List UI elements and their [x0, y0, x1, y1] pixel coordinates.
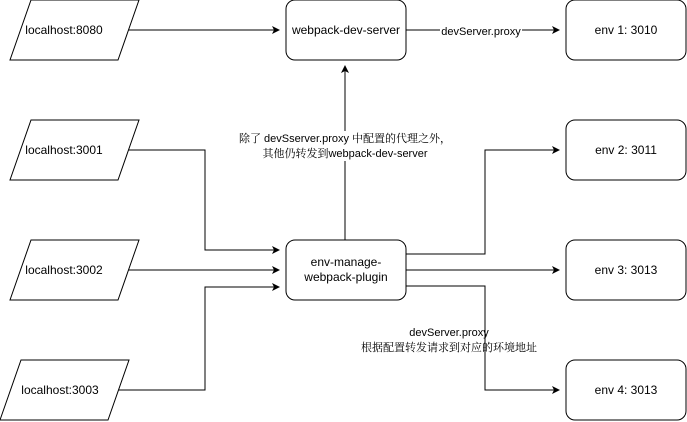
- edge-3003-to-plugin: [118, 287, 279, 390]
- node-env-1[interactable]: [566, 0, 686, 60]
- node-localhost-3001-label: localhost:3001: [25, 143, 103, 157]
- node-env-1-label: env 1: 3010: [594, 23, 658, 37]
- edge-label-bottom: [361, 327, 537, 354]
- label-top-proxy: devServer.proxy: [441, 26, 521, 38]
- node-localhost-3001[interactable]: [10, 120, 139, 180]
- node-localhost-8080[interactable]: [10, 0, 139, 60]
- edge-3001-to-plugin: [118, 150, 279, 250]
- node-localhost-3003-label: localhost:3003: [21, 383, 99, 397]
- edges: [118, 30, 559, 390]
- node-localhost-8080-label: localhost:8080: [25, 23, 103, 37]
- node-env-4[interactable]: [566, 360, 686, 420]
- node-env-manage-label-line2: webpack-plugin: [304, 270, 388, 284]
- node-localhost-3002[interactable]: [10, 240, 139, 300]
- node-webpack-dev-server-label: webpack-dev-server: [291, 23, 401, 37]
- edge-plugin-to-env2: [405, 150, 559, 254]
- node-env-2-label: env 2: 3011: [595, 143, 657, 157]
- label-middle-line1: 除了 devSserver.proxy 中配置的代理之外，: [238, 133, 452, 145]
- node-env-manage-webpack-plugin[interactable]: [286, 240, 406, 300]
- node-localhost-3003[interactable]: [0, 360, 129, 420]
- node-env-2[interactable]: [566, 120, 686, 180]
- node-localhost-3002-label: localhost:3002: [25, 263, 103, 277]
- node-env-3-label: env 3: 3013: [594, 263, 658, 277]
- edge-label-middle: [228, 131, 464, 161]
- node-env-manage-label-line1: env-manage-: [310, 255, 382, 269]
- label-bottom-line1: devServer.proxy: [409, 327, 489, 339]
- node-env-3[interactable]: [566, 240, 686, 300]
- node-webpack-dev-server[interactable]: [286, 0, 406, 60]
- label-bottom-line2: 根据配置转发请求到对应的环境地址: [361, 342, 537, 354]
- label-middle-line2: 其他仍转发到webpack-dev-server: [262, 148, 428, 160]
- edge-label-top-proxy: [440, 24, 522, 38]
- node-env-4-label: env 4: 3013: [594, 383, 658, 397]
